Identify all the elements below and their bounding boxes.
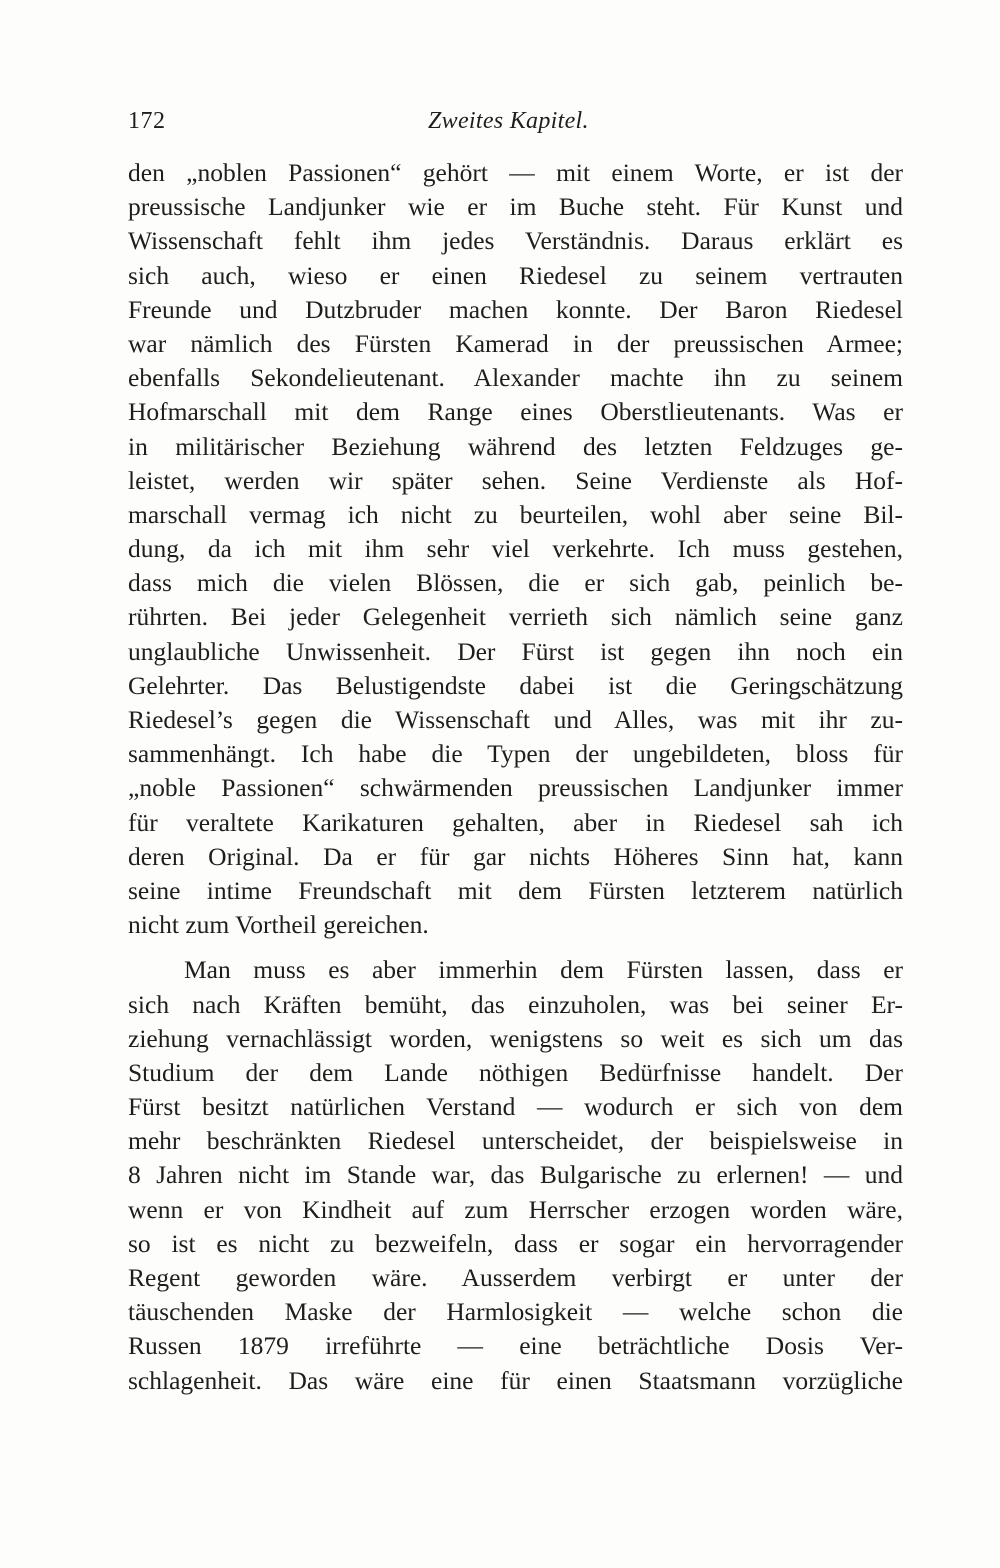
page-number: 172 bbox=[128, 108, 166, 134]
text-line: Studium der dem Lande nöthigen Bedürfnisse handelt. Der bbox=[128, 1057, 903, 1087]
text-line: in militärischer Beziehung während des letzten Feldzuges ge- bbox=[128, 431, 903, 461]
text-line: Regent geworden wäre. Ausserdem verbirgt er unter der bbox=[128, 1263, 903, 1292]
text-line: rührten. Bei jeder Gelegenheit verrieth sich nämlich seine ganz bbox=[128, 602, 903, 632]
text-line: wenn er von Kindheit auf zum Herrscher erzogen worden wäre, bbox=[128, 1194, 903, 1224]
text-line: Wissenschaft fehlt ihm jedes Verständnis. Daraus erklärt es bbox=[128, 226, 903, 256]
text-line: Gelehrter. Das Belustigendste dabei ist die Geringschätzung bbox=[128, 670, 903, 700]
text-line: Russen 1879 irreführte — eine beträchtliche Dosis Ver- bbox=[128, 1331, 903, 1361]
text-line: Man muss es aber immerhin dem Fürsten lassen, dass er bbox=[184, 955, 903, 985]
text-line: sich auch, wieso er einen Riedesel zu seinem vertrauten bbox=[128, 260, 903, 290]
text-line: deren Original. Da er für gar nichts Höheres Sinn hat, kann bbox=[128, 841, 903, 871]
paragraph-1 bbox=[128, 156, 903, 942]
text-line: marschall vermag ich nicht zu beurteilen, wohl aber seine Bil- bbox=[128, 499, 903, 529]
text-line: war nämlich des Fürsten Kamerad in der preussischen Armee; bbox=[128, 328, 903, 358]
text-line: sammenhängt. Ich habe die Typen der ungebildeten, bloss für bbox=[128, 739, 903, 769]
text-line: dung, da ich mit ihm sehr viel verkehrte. Ich muss gestehen, bbox=[128, 534, 903, 564]
text-line: preussische Landjunker wie er im Buche steht. Für Kunst und bbox=[128, 192, 903, 222]
chapter-title: Zweites Kapitel. bbox=[428, 108, 589, 134]
text-line: 8 Jahren nicht im Stande war, das Bulgarische zu erlernen! — und bbox=[128, 1160, 903, 1190]
text-line: Riedesel’s gegen die Wissenschaft und Alles, was mit ihr zu- bbox=[128, 705, 903, 734]
text-line: für veraltete Karikaturen gehalten, aber in Riedesel sah ich bbox=[128, 807, 903, 837]
text-line: unglaubliche Unwissenheit. Der Fürst ist gegen ihn noch ein bbox=[128, 636, 903, 666]
text-line: sich nach Kräften bemüht, das einzuholen, was bei seiner Er- bbox=[128, 989, 903, 1019]
text-line: den „noblen Passionen“ gehört — mit einem Worte, er ist der bbox=[128, 158, 903, 187]
text-line: Fürst besitzt natürlichen Verstand — wodurch er sich von dem bbox=[128, 1092, 903, 1122]
text-line: ziehung vernachlässigt worden, wenigstens so weit es sich um das bbox=[128, 1023, 903, 1053]
text-line: nicht zum Vortheil gereichen. bbox=[128, 910, 429, 940]
page-body bbox=[128, 156, 903, 1398]
text-line: ebenfalls Sekondelieutenant. Alexander machte ihn zu seinem bbox=[128, 363, 903, 393]
text-line: schlagenheit. Das wäre eine für einen Staatsmann vorzügliche bbox=[128, 1365, 903, 1395]
text-line: mehr beschränkten Riedesel unterscheidet, der beispielsweise in bbox=[128, 1126, 903, 1156]
text-line: dass mich die vielen Blössen, die er sich gab, peinlich be- bbox=[128, 568, 903, 598]
text-line: seine intime Freundschaft mit dem Fürsten letzterem natürlich bbox=[128, 875, 903, 905]
text-line: Freunde und Dutzbruder machen konnte. Der Baron Riedesel bbox=[128, 294, 903, 324]
text-line: täuschenden Maske der Harmlosigkeit — welche schon die bbox=[128, 1297, 903, 1327]
text-line: „noble Passionen“ schwärmenden preussischen Landjunker immer bbox=[128, 773, 903, 803]
paragraph-gap bbox=[128, 942, 903, 953]
text-line: leistet, werden wir später sehen. Seine Verdienste als Hof- bbox=[128, 465, 903, 495]
paragraph-2 bbox=[128, 953, 903, 1397]
running-head bbox=[128, 103, 903, 139]
text-line: so ist es nicht zu bezweifeln, dass er sogar ein hervorragender bbox=[128, 1228, 903, 1258]
text-line: Hofmarschall mit dem Range eines Oberstlieutenants. Was er bbox=[128, 397, 903, 427]
